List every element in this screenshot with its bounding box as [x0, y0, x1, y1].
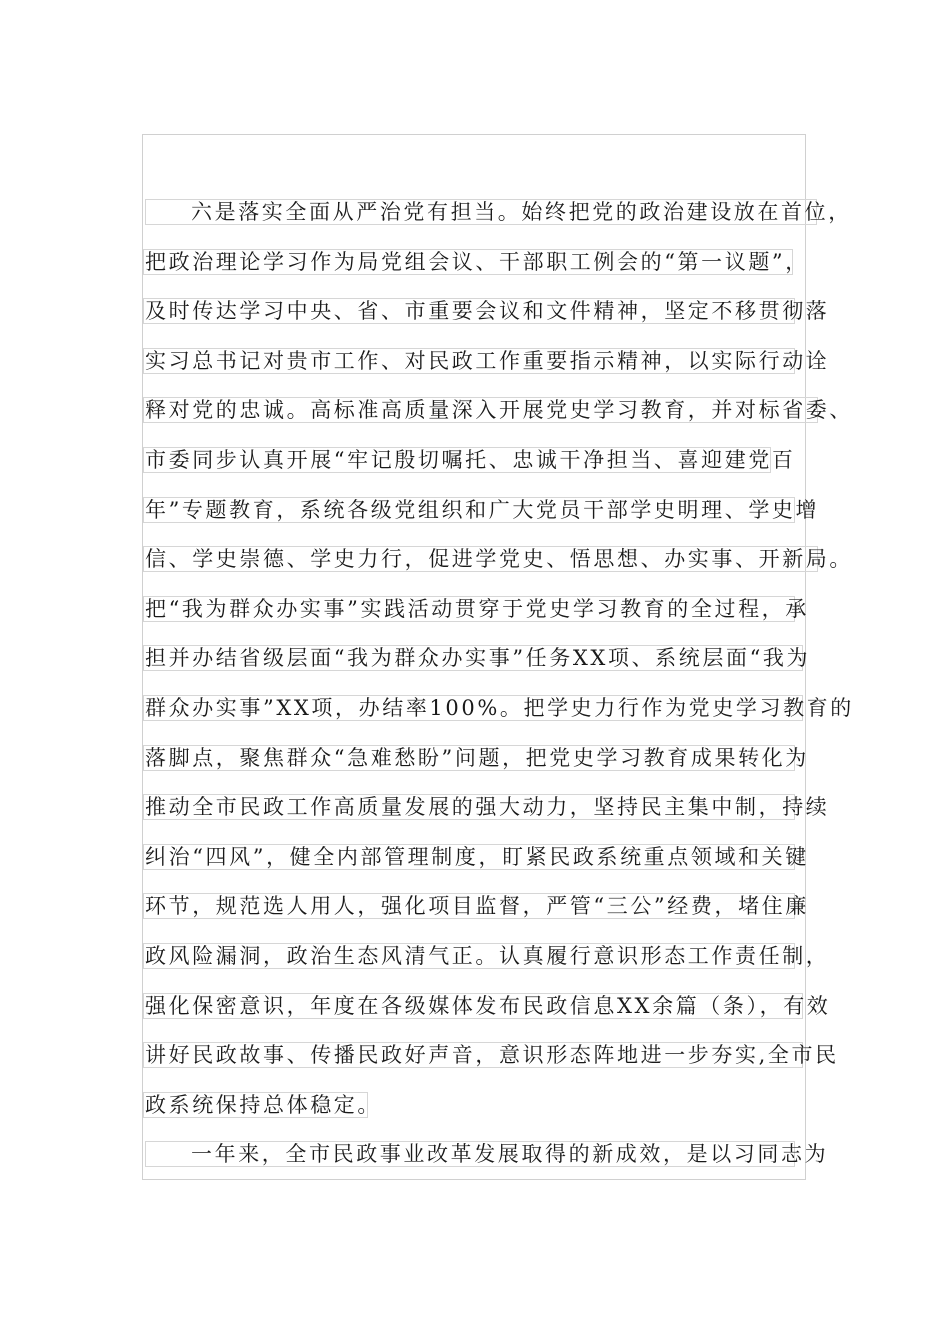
text-line: [145, 833, 825, 883]
text-line: [145, 783, 830, 833]
line-text: 政系统保持总体稳定。: [145, 1092, 381, 1117]
line-text: 释对党的忠诚。高标准高质量深入开展党史学习教育，并对标省委、: [145, 398, 853, 423]
line-text: 政风险漏洞，政治生态风清气正。认真履行意识形态工作责任制，: [145, 943, 830, 968]
text-line: [145, 734, 825, 784]
line-text: 年”专题教育，系统各级党组织和广大党员干部学史明理、学史增: [145, 497, 820, 522]
text-line: [145, 188, 852, 238]
text-line: [145, 436, 825, 486]
line-text: 把政治理论学习作为局党组会议、干部职工例会的“第一议题”，: [145, 249, 809, 274]
line-text: 实习总书记对贵市工作、对民政工作重要指示精神，以实际行动诠: [145, 348, 830, 373]
text-line: [145, 1130, 829, 1180]
line-text: 环节，规范选人用人，强化项目监督，严管“三公”经费，堵住廉: [145, 894, 809, 919]
line-text: 纠治“四风”，健全内部管理制度，盯紧民政系统重点领域和关键: [145, 844, 809, 869]
line-text: 一年来，全市民政事业改革发展取得的新成效，是以习同志为: [191, 1142, 829, 1167]
text-line: [145, 932, 830, 982]
text-line: [145, 287, 830, 337]
text-line: [145, 882, 825, 932]
line-text: 强化保密意识，年度在各级媒体发布民政信息XX余篇（条），有效: [145, 993, 831, 1018]
line-text: 把“我为群众办实事”实践活动贯穿于党史学习教育的全过程，承: [145, 596, 809, 621]
text-line: [145, 486, 825, 536]
line-text: 信、学史崇德、学史力行，促进学党史、悟思想、办实事、开新局。: [145, 547, 853, 572]
line-text: 讲好民政故事、传播民政好声音，意识形态阵地进一步夯实,全市民: [145, 1043, 839, 1068]
line-text: 及时传达学习中央、省、市重要会议和文件精神，坚定不移贯彻落: [145, 299, 830, 324]
line-text: 落脚点，聚焦群众“急难愁盼”问题，把党史学习教育成果转化为: [145, 745, 809, 770]
text-line: [145, 1031, 839, 1081]
line-text: 市委同步认真开展“牢记殷切嘱托、忠诚干净担当、喜迎建党百: [145, 447, 796, 472]
text-line: [145, 585, 825, 635]
line-text: 推动全市民政工作高质量发展的强大动力，坚持民主集中制，持续: [145, 795, 830, 820]
text-line: [145, 1081, 825, 1131]
text-line: [145, 337, 830, 387]
text-line: [145, 634, 825, 684]
line-text: 六是落实全面从严治党有担当。始终把党的政治建设放在首位，: [191, 200, 852, 224]
text-line: [145, 982, 831, 1032]
line-text: 群众办实事”XX项，办结率100%。把学史力行作为党史学习教育的: [145, 695, 854, 720]
text-line: [145, 238, 825, 288]
text-line: [145, 535, 853, 585]
line-text: 担并办结省级层面“我为群众办实事”任务XX项、系统层面“我为: [145, 646, 811, 671]
text-line: [145, 386, 853, 436]
body-text: [145, 188, 854, 1180]
text-line: [145, 684, 854, 734]
